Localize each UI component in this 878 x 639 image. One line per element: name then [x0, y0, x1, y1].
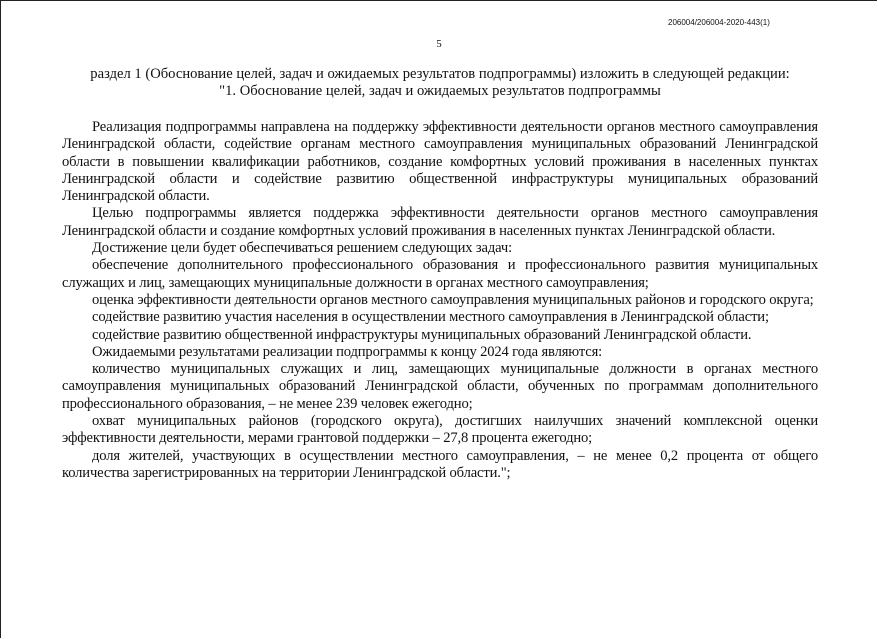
paragraph: доля жителей, участвующих в осуществлении местного самоуправления, – не менее 0,2 процента от общего количества зарегистрированных на территории Ленинградской области."; [62, 447, 818, 481]
paragraph: охват муниципальных районов (городского округа), достигших наилучших значений комплексной оценки эффективности деятельности, мерами грантовой поддержки – 27,8 процента ежегодно; [62, 413, 818, 447]
paragraph: оценка эффективности деятельности органов местного самоуправления муниципальных районов и городского округа; [92, 291, 814, 308]
section-title: "1. Обоснование целей, задач и ожидаемых результатов подпрограммы [219, 83, 661, 99]
intro-heading [40, 66, 840, 100]
paragraph: Реализация подпрограммы направлена на поддержку эффективности деятельности органов местного самоуправления Ленинградской области, содействие органам местного самоуправления муниципальных образований Ленинградской области в повышении квалификации работников, создание комфортных условий проживания в населенных пунктах Ленинградской области и содействие развитию общественной инфраструктуры муниципальных образований Ленинградской области. [62, 119, 818, 205]
paragraph: содействие развитию участия населения в осуществлении местного самоуправления в Ленинградской области; [92, 309, 769, 326]
paragraph: Ожидаемыми результатами реализации подпрограммы к концу 2024 года являются: [92, 343, 603, 360]
paragraph: количество муниципальных служащих и лиц, замещающих муниципальные должности в органах местного самоуправления муниципальных образований Ленинградской области, обученных по программам дополнительного профессионального образования, – не менее 239 человек ежегодно; [62, 361, 818, 412]
paragraph: Достижение цели будет обеспечиваться решением следующих задач: [92, 240, 512, 257]
paragraph: содействие развитию общественной инфраструктуры муниципальных образований Ленинградской области. [92, 326, 752, 343]
paragraph: обеспечение дополнительного профессионального образования и профессионального развития муниципальных служащих и лиц, замещающих муниципальные должности в органах местного самоуправления; [62, 257, 818, 291]
paragraph: Целью подпрограммы является поддержка эффективности деятельности органов местного самоуправления Ленинградской области и создание комфортных условий проживания в населенных пунктах Ленинградской области. [62, 205, 818, 239]
document-code: 206004/206004-2020-443(1) [668, 18, 770, 27]
intro-line: раздел 1 (Обоснование целей, задач и ожидаемых результатов подпрограммы) изложить в следующей редакции: [90, 66, 790, 82]
page-number: 5 [436, 38, 442, 50]
document-body [62, 119, 818, 482]
